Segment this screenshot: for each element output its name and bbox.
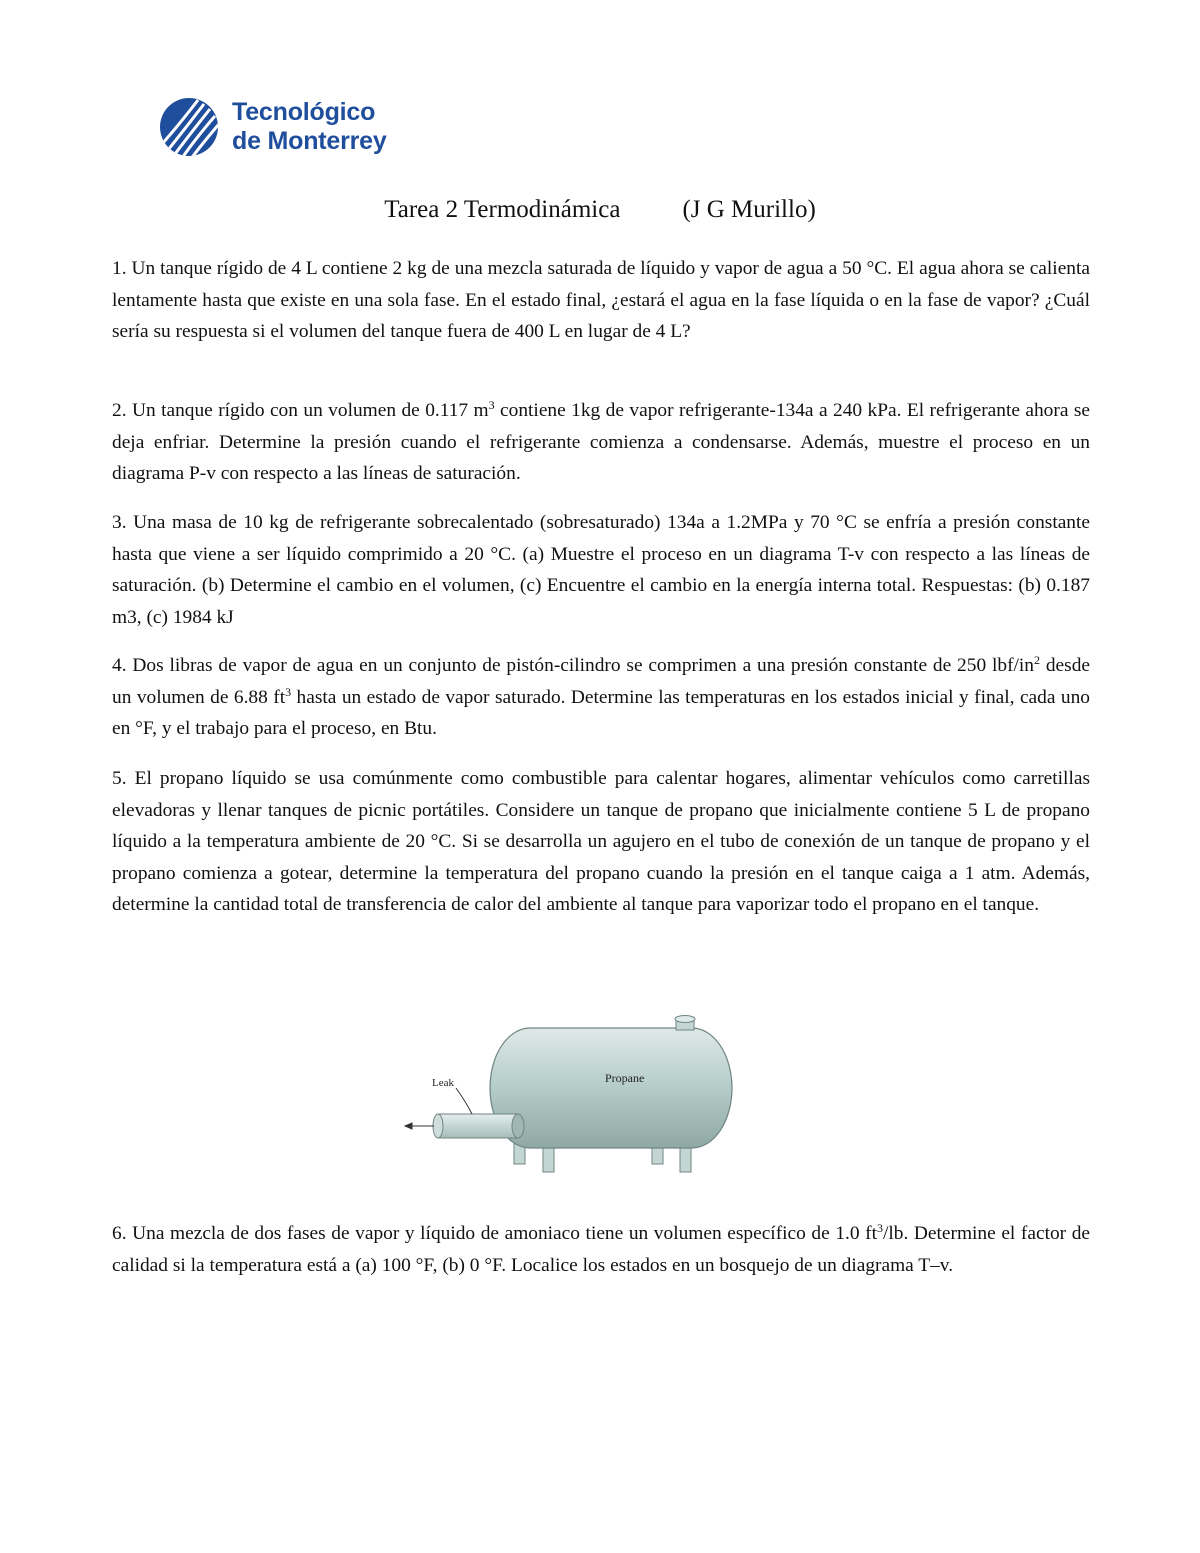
propane-tank-figure: [400, 1010, 740, 1180]
assignment-title: Tarea 2 Termodinámica: [384, 196, 621, 223]
problem-2: [112, 395, 1090, 490]
problem-3: 3. Una masa de 10 kg de refrigerante sobrecalentado (sobresaturado) 134a a 1.2MPa y 70 °C se enfría a presión constante hasta que viene a ser líquido comprimido a 20 °C. (a) Muestre el proceso en un diagrama T-v con respecto a las líneas de saturación. (b) Determine el cambio en el volumen, (c) Encuentre el cambio en la energía interna total. Respuestas: (b) 0.187 m3, (c) 1984 kJ: [112, 512, 1090, 628]
logo-line-1: Tecnológico: [232, 98, 376, 126]
tank-body: [490, 1028, 732, 1148]
problem-4-superscript-1: 2: [1034, 653, 1040, 667]
connection-pipe: [433, 1114, 524, 1138]
problem-4: [112, 650, 1090, 745]
propane-label: Propane: [605, 1071, 645, 1085]
problem-6-text-b: /lb. Determine el factor de calidad si la temperatura está a (a) 100 °F, (b) 0 °F. Localice los estados en un bosquejo de un diagrama T–v.: [112, 1223, 1091, 1276]
problem-5: 5. El propano líquido se usa comúnmente como combustible para calentar hogares, alimentar vehículos como carretillas elevadoras y llenar tanques de picnic portátiles. Considere un tanque de propano que inicialmente contiene 5 L de propano líquido a la temperatura ambiente de 20 °C. Si se desarrolla un agujero en el tubo de conexión de un tanque de propano y el propano comienza a gotear, determine la temperatura del propano cuando la presión en el tanque caiga a 1 atm. Además, determine la cantidad total de transferencia de calor del ambiente al tanque para vaporizar todo el propano en el tanque.: [112, 768, 1090, 915]
problem-2-superscript: 3: [488, 398, 495, 412]
problem-6: [112, 1218, 1090, 1281]
institution-name: [232, 98, 387, 156]
problem-2-text-b: contiene 1kg de vapor refrigerante-134a a 240 kPa. El refrigerante ahora se deja enfriar. Determine la presión cuando el refrigerante comienza a condensarse. Además, muestre el proceso en un diagrama P-v con respecto a las líneas de saturación.: [112, 400, 1091, 484]
tank-valve: [675, 1016, 695, 1031]
problem-4-superscript-2: 3: [285, 684, 292, 699]
problem-4-text-c: hasta un estado de vapor saturado. Determine las temperaturas en los estados inicial y final, cada uno en °F, y el trabajo para el proceso, en Btu.: [112, 686, 1090, 739]
page-title: [0, 196, 1200, 224]
problem-4-text-a: 4. Dos libras de vapor de agua en un conjunto de pistón-cilindro se comprimen a una presión constante de 250 lbf/in: [112, 655, 1034, 676]
problem-6-text-a: 6. Una mezcla de dos fases de vapor y líquido de amoniaco tiene un volumen específico de 1.0 ft: [112, 1223, 877, 1244]
logo-line-2: de Monterrey: [232, 127, 387, 155]
institution-emblem-icon: [158, 96, 220, 158]
problem-2-text-a: 2. Un tanque rígido con un volumen de 0.117 m: [112, 400, 489, 421]
problem-6-superscript: 3: [877, 1221, 883, 1235]
problem-1: 1. Un tanque rígido de 4 L contiene 2 kg de una mezcla saturada de líquido y vapor de agua a 50 °C. El agua ahora se calienta lentamente hasta que existe en una sola fase. En el estado final, ¿estará el agua en la fase líquida o en la fase de vapor? ¿Cuál sería su respuesta si el volumen del tanque fuera de 400 L en lugar de 4 L?: [112, 258, 1090, 342]
author-name: (J G Murillo): [682, 196, 816, 223]
problem-4-text-b: desde un volumen de 6.88 ft: [112, 655, 1090, 708]
leak-label: Leak: [432, 1077, 454, 1089]
institution-logo: [158, 96, 408, 166]
